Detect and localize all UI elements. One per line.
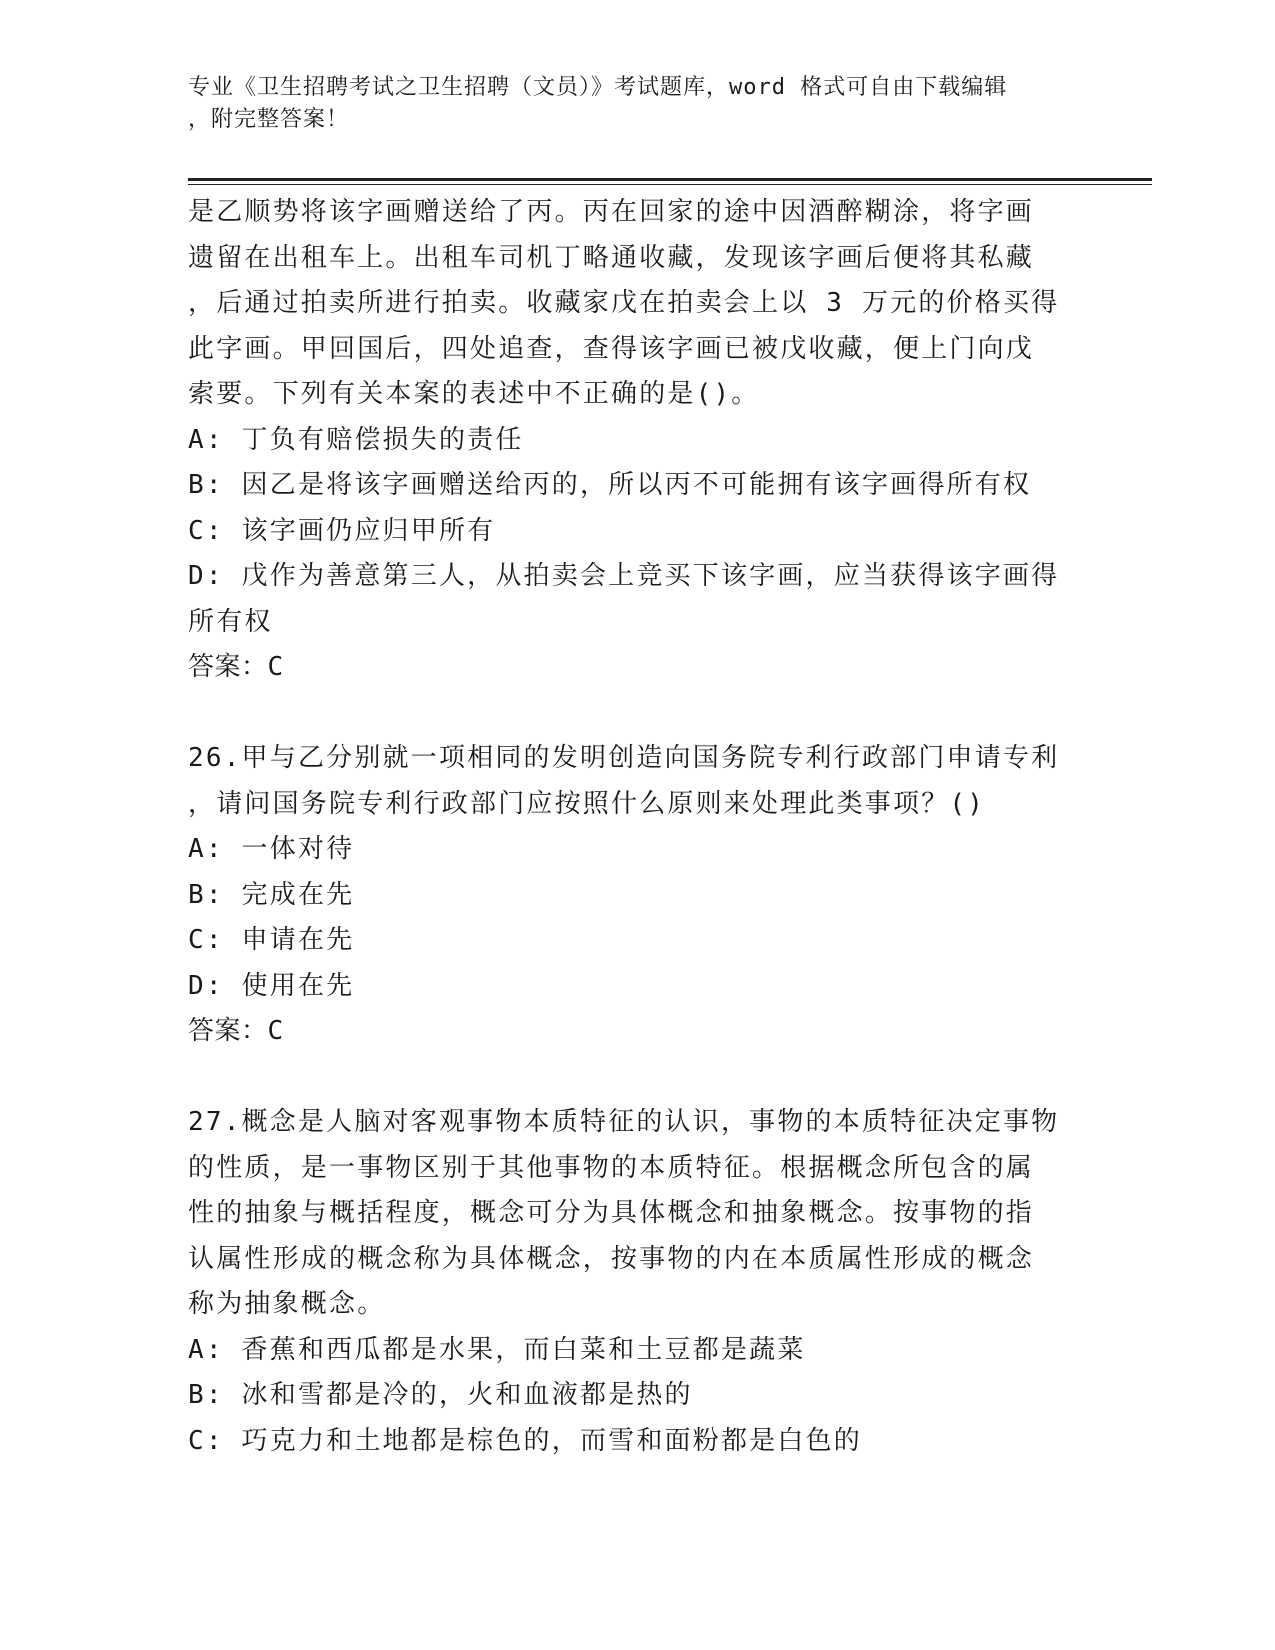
question-stem-line: 26.甲与乙分别就一项相同的发明创造向国务院专利行政部门申请专利 [188,743,1060,773]
question-stem-line: ，后通过拍卖所进行拍卖。收藏家戊在拍卖会上以 3 万元的价格买得 [188,288,1060,318]
option-d: D: 戊作为善意第三人，从拍卖会上竞买下该字画，应当获得该字画得 [188,561,1060,591]
header-title-line-2: ，附完整答案！ [188,107,350,132]
header-rule-thick [188,178,1152,181]
question-26 [188,736,1088,1055]
question-stem-line: 称为抽象概念。 [188,1289,386,1319]
question-stem-line: 是乙顺势将该字画赠送给了丙。丙在回家的途中因酒醉糊涂，将字画 [188,197,1035,227]
question-stem-line: ，请问国务院专利行政部门应按照什么原则来处理此类事项？() [188,788,986,819]
spacer [188,1055,1088,1101]
question-stem-line: 此字画。甲回国后，四处追查，查得该字画已被戊收藏，便上门向戊 [188,333,1035,364]
question-stem-line: 的性质，是一事物区别于其他事物的本质特征。根据概念所包含的属 [188,1152,1035,1183]
question-stem-line: 认属性形成的概念称为具体概念，按事物的内在本质属性形成的概念 [188,1243,1035,1274]
spacer [188,691,1088,737]
page-header [188,72,1088,136]
question-25 [188,190,1088,691]
option-c: C: 巧克力和土地都是棕色的，而雪和面粉都是白色的 [188,1425,862,1456]
header-title-line-1: 专业《卫生招聘考试之卫生招聘（文员）》考试题库，word 格式可自由下载编辑 [188,75,1008,100]
question-stem-line: 性的抽象与概括程度，概念可分为具体概念和抽象概念。按事物的指 [188,1198,1035,1228]
answer-label: 答案：C [188,1016,284,1046]
question-stem-line: 27.概念是人脑对客观事物本质特征的认识，事物的本质特征决定事物 [188,1107,1060,1137]
option-a: A: 丁负有赔偿损失的责任 [188,424,524,455]
option-b: B: 完成在先 [188,879,355,910]
question-stem-line: 遗留在出租车上。出租车司机丁略通收藏，发现该字画后便将其私藏 [188,242,1035,273]
question-stem-line: 索要。下列有关本案的表述中不正确的是()。 [188,379,760,409]
option-c: C: 该字画仍应归甲所有 [188,515,496,546]
header-rule-thin [188,184,1152,185]
question-27 [188,1100,1088,1464]
option-c: C: 申请在先 [188,925,355,955]
option-b: B: 因乙是将该字画赠送给丙的，所以丙不可能拥有该字画得所有权 [188,470,1032,500]
option-d-continued: 所有权 [188,606,273,637]
option-a: A: 香蕉和西瓜都是水果，而白菜和土豆都是蔬菜 [188,1334,806,1365]
option-d: D: 使用在先 [188,970,355,1001]
document-body [188,190,1088,1464]
option-b: B: 冰和雪都是冷的，火和血液都是热的 [188,1380,693,1410]
answer-label: 答案：C [188,652,284,682]
option-a: A: 一体对待 [188,834,355,864]
